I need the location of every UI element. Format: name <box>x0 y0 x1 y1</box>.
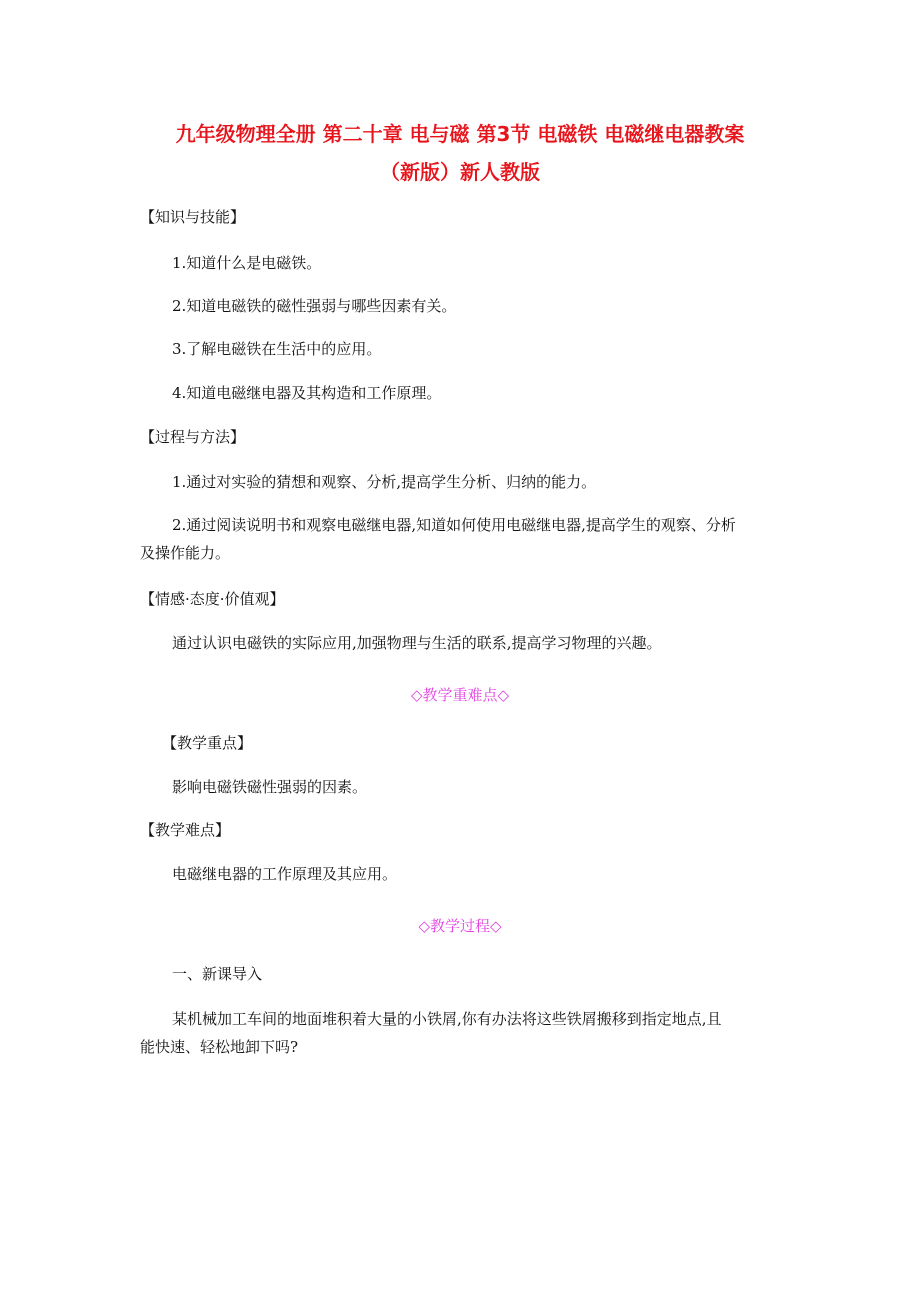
intro-paragraph-line-2: 能快速、轻松地卸下吗? <box>140 1038 299 1056</box>
knowledge-item-4: 4.知道电磁继电器及其构造和工作原理。 <box>172 384 442 402</box>
emotion-text: 通过认识电磁铁的实际应用,加强物理与生活的联系,提高学习物理的兴趣。 <box>172 634 662 652</box>
banner-teaching-process: ◇教学过程◇ <box>418 917 502 935</box>
knowledge-item-1: 1.知道什么是电磁铁。 <box>172 254 322 272</box>
teaching-difficult-point-text: 电磁继电器的工作原理及其应用。 <box>172 865 398 883</box>
heading-process-methods: 【过程与方法】 <box>140 428 246 446</box>
knowledge-item-3: 3.了解电磁铁在生活中的应用。 <box>172 340 382 358</box>
document-title-line-1: 九年级物理全册 第二十章 电与磁 第3节 电磁铁 电磁继电器教案 <box>175 122 745 146</box>
heading-emotion-values: 【情感·态度·价值观】 <box>140 590 285 608</box>
process-item-2-line-2: 及操作能力。 <box>140 544 231 562</box>
section-new-lesson-intro: 一、新课导入 <box>172 965 263 983</box>
knowledge-item-2: 2.知道电磁铁的磁性强弱与哪些因素有关。 <box>172 297 457 315</box>
process-item-1: 1.通过对实验的猜想和观察、分析,提高学生分析、归纳的能力。 <box>172 473 597 491</box>
teaching-key-point-text: 影响电磁铁磁性强弱的因素。 <box>172 778 368 796</box>
heading-teaching-difficult-point: 【教学难点】 <box>140 821 231 839</box>
document-title-line-2: （新版）新人教版 <box>380 160 540 184</box>
heading-teaching-key-point: 【教学重点】 <box>162 734 253 752</box>
banner-key-difficult-points: ◇教学重难点◇ <box>410 686 510 704</box>
heading-knowledge-skills: 【知识与技能】 <box>140 208 246 226</box>
intro-paragraph-line-1: 某机械加工车间的地面堆积着大量的小铁屑,你有办法将这些铁屑搬移到指定地点,且 <box>172 1010 722 1028</box>
process-item-2-line-1: 2.通过阅读说明书和观察电磁继电器,知道如何使用电磁继电器,提高学生的观察、分析 <box>172 516 736 534</box>
